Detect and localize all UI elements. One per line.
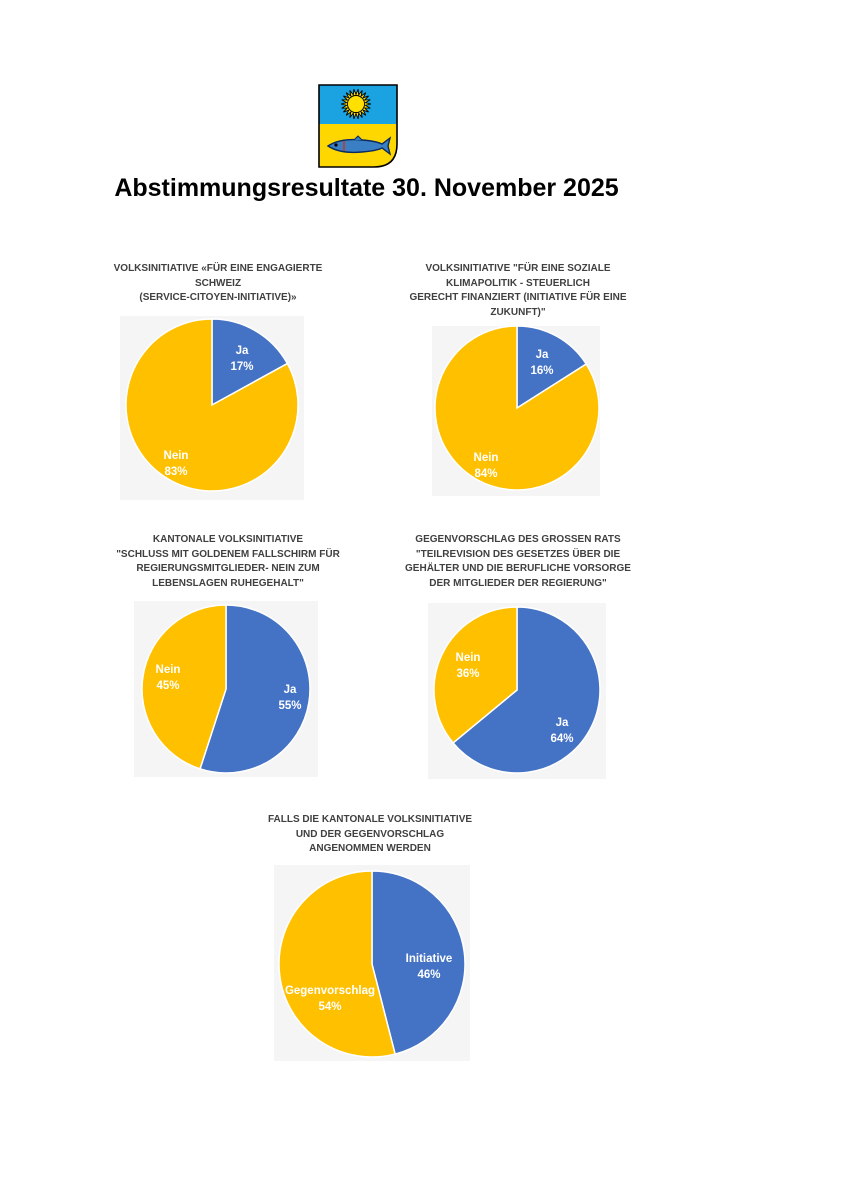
pie-chart-5 [250, 813, 490, 1068]
slice-value: 16% [530, 365, 554, 377]
pie-chart-4 [398, 533, 638, 783]
slice-value: 55% [278, 700, 302, 712]
slice-value: 45% [156, 680, 180, 692]
slice-value: 36% [456, 668, 480, 680]
chart-title-line: GEHÄLTER UND DIE BERUFLICHE VORSORGE [405, 563, 631, 574]
crest-icon [318, 84, 398, 168]
slice-label: Ja [235, 345, 249, 357]
chart-title-line: ANGENOMMEN WERDEN [309, 843, 431, 854]
slice-label: Ja [555, 717, 569, 729]
pie-svg [250, 813, 490, 1068]
slice-label: Gegenvorschlag [284, 985, 376, 997]
chart-title-line: KANTONALE VOLKSINITIATIVE [152, 534, 304, 545]
chart-title-line: LEBENSLAGEN RUHEGEHALT" [152, 577, 304, 589]
slice-label: Nein [155, 664, 181, 676]
chart-title-line: "SCHLUSS MIT GOLDENEM FALLSCHIRM FÜR [116, 548, 340, 560]
slice-value: 54% [318, 1001, 342, 1013]
pie-svg [108, 262, 328, 502]
chart-title-line: ZUKUNFT)" [490, 306, 546, 318]
slice-label: Nein [163, 450, 189, 462]
chart-title-line: REGIERUNGSMITGLIEDER- NEIN ZUM [136, 563, 320, 574]
chart-title-line: VOLKSINITIATIVE "FÜR EINE SOZIALE [425, 263, 611, 274]
pie-svg [398, 533, 638, 783]
pie-chart-1 [108, 262, 328, 502]
chart-title-line: SCHWEIZ [194, 277, 242, 289]
pie-svg [108, 533, 348, 783]
slice-value: 83% [164, 466, 188, 478]
chart-title-line: KLIMAPOLITIK - STEUERLICH [446, 277, 590, 289]
slice-value: 46% [417, 969, 441, 981]
chart-title-line: "TEILREVISION DES GESETZES ÜBER DIE [415, 548, 621, 560]
municipal-crest [318, 84, 398, 168]
slice-label: Ja [283, 684, 297, 696]
page-title: Abstimmungsresultate 30. November 2025 [114, 174, 619, 202]
chart-title-line: FALLS DIE KANTONALE VOLKSINITIATIVE [267, 814, 473, 825]
slice-label: Nein [455, 652, 481, 664]
chart-title-line: UND DER GEGENVORSCHLAG [295, 828, 445, 840]
pie-chart-2 [398, 262, 638, 502]
chart-title-line: GERECHT FINANZIERT (INITIATIVE FÜR EINE [409, 292, 627, 303]
chart-title-line: VOLKSINITIATIVE «FÜR EINE ENGAGIERTE [113, 263, 323, 274]
pie-chart-3 [108, 533, 348, 783]
chart-title-line: DER MITGLIEDER DER REGIERUNG" [429, 577, 607, 589]
slice-value: 64% [550, 733, 574, 745]
chart-title-line: GEGENVORSCHLAG DES GROSSEN RATS [415, 534, 621, 545]
slice-label: Nein [473, 452, 499, 464]
slice-label: Initiative [405, 953, 453, 965]
slice-value: 17% [230, 361, 254, 373]
chart-title-line: (SERVICE-CITOYEN-INITIATIVE)» [139, 292, 297, 303]
pie-svg [398, 262, 638, 502]
slice-value: 84% [474, 468, 498, 480]
slice-label: Ja [535, 349, 549, 361]
